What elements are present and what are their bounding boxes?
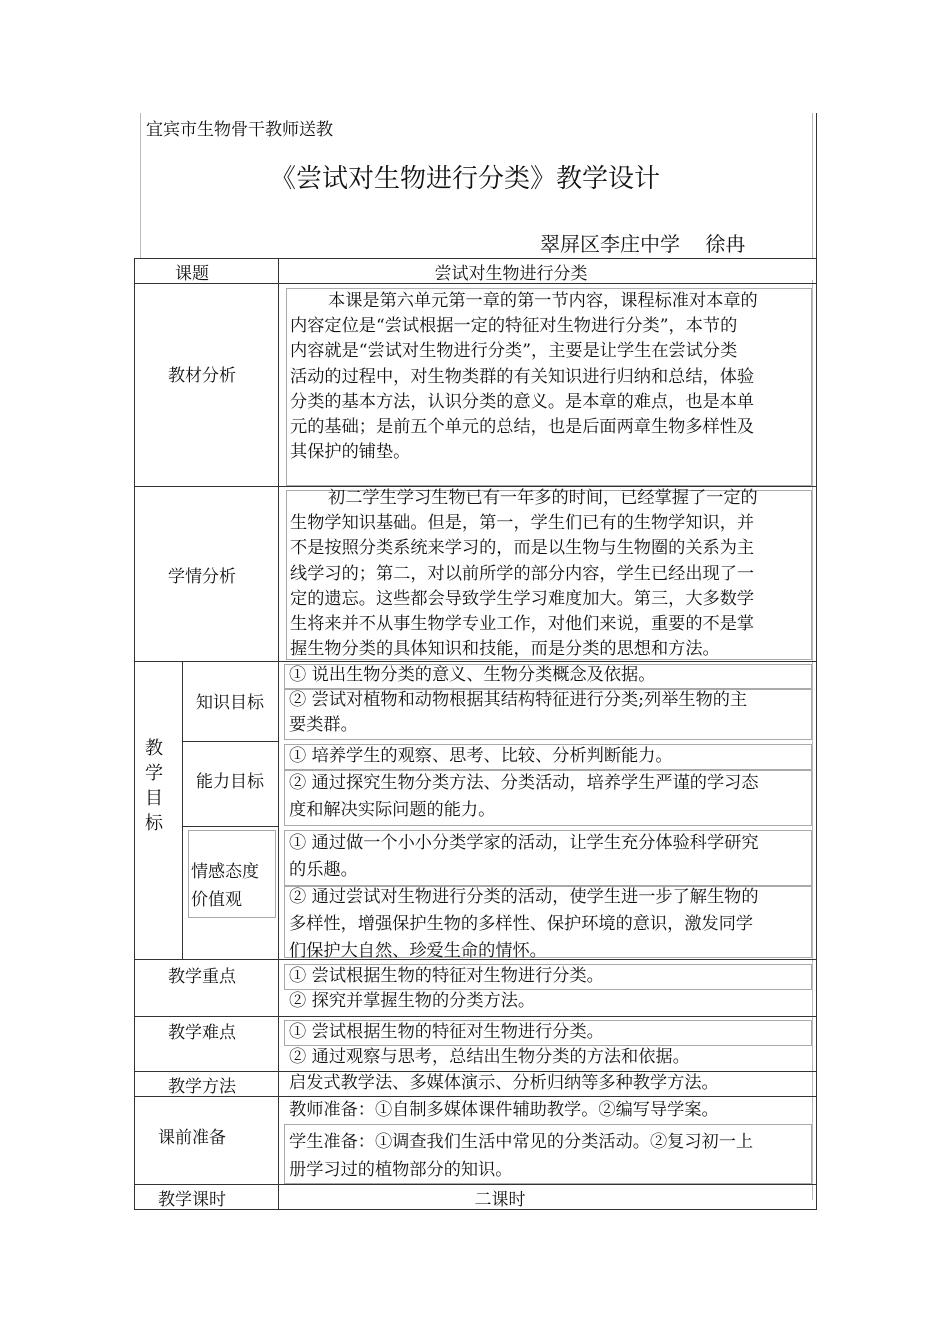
goals-label: 教学目标 — [145, 738, 163, 834]
student-text: 初二学生学习生物已有一年多的时间，已经掌握了一定的 生物学知识基础。但是，第一，学生们已有的生物学知识，并 不是按照分类系统来学习的，而是以生物与生物圈的关系为主 线学习的；第二，对以前所学的部分内容，学生已经出现了一 定的遗忘。这些都会导致学生学习难度加大。第三，大多数学 生将来并不从事生物学专业工作，对他们来说，重要的不是掌 握生物分类的具体知识和技能，而是分类的思想和方法。 — [290, 488, 758, 660]
knowledge-text: ① 说出生物分类的意义、生物分类概念及依据。 ② 尝试对植物和动物根据其结构特征进行分类;列举生物的主 要类群。 — [289, 665, 748, 736]
knowledge-label: 知识目标 — [196, 693, 264, 713]
topic-label: 课题 — [175, 264, 209, 284]
org-name: 宜宾市生物骨干教师送教 — [146, 120, 333, 140]
emotion-text: ① 通过做一个小小分类学家的活动，让学生充分体验科学研究 的乐趣。 ② 通过尝试对生物进行分类的活动，使学生进一步了解生物的 多样性，增强保护生物的多样性、保护环境的意识，激发同学 们保护大自然、珍爱生命的情怀。 — [289, 833, 759, 961]
difficulties-label: 教学难点 — [168, 1023, 236, 1043]
hours-label: 教学课时 — [158, 1190, 226, 1210]
prep-teacher: 教师准备：①自制多媒体课件辅助教学。②编写导学案。 — [289, 1100, 719, 1120]
material-text: 本课是第六单元第一章的第一节内容，课程标准对本章的 内容定位是“尝试根据一定的特征对生物进行分类”，本节的 内容就是“尝试对生物进行分类”，主要是让学生在尝试分类 活动的过程中，对生物类群的有关知识进行归纳和总结，体验 分类的基本方法，认识分类的意义。是本章的难点，也是本单 元的基础；是前五个单元的总结，也是后面两章生物多样性及 其保护的铺垫。 — [290, 291, 758, 463]
method-label: 教学方法 — [168, 1077, 236, 1097]
material-label: 教材分析 — [168, 366, 236, 386]
method-text: 启发式教学法、多媒体演示、分析归纳等多种教学方法。 — [289, 1073, 719, 1093]
prep-label: 课前准备 — [158, 1128, 226, 1148]
keypoints-label: 教学重点 — [168, 967, 236, 987]
ability-label: 能力目标 — [196, 772, 264, 792]
keypoints-text: ① 尝试根据生物的特征对生物进行分类。 ② 探究并掌握生物的分类方法。 — [289, 966, 604, 1011]
hours-value: 二课时 — [474, 1190, 526, 1210]
author-line: 翠屏区李庄中学 徐冉 — [540, 232, 746, 256]
emotion-label: 情感态度价值观 — [191, 862, 259, 910]
student-label: 学情分析 — [168, 567, 236, 587]
ability-text: ① 培养学生的观察、思考、比较、分析判断能力。 ② 通过探究生物分类方法、分类活动，培养学生严谨的学习态 度和解决实际问题的能力。 — [289, 746, 759, 820]
document-title: 《尝试对生物进行分类》教学设计 — [270, 164, 661, 194]
topic-value: 尝试对生物进行分类 — [434, 264, 588, 284]
difficulties-text: ① 尝试根据生物的特征对生物进行分类。 ② 通过观察与思考，总结出生物分类的方法和依据。 — [289, 1022, 690, 1067]
prep-student: 学生准备：①调查我们生活中常见的分类活动。②复习初一上 册学习过的植物部分的知识。 — [289, 1132, 754, 1180]
